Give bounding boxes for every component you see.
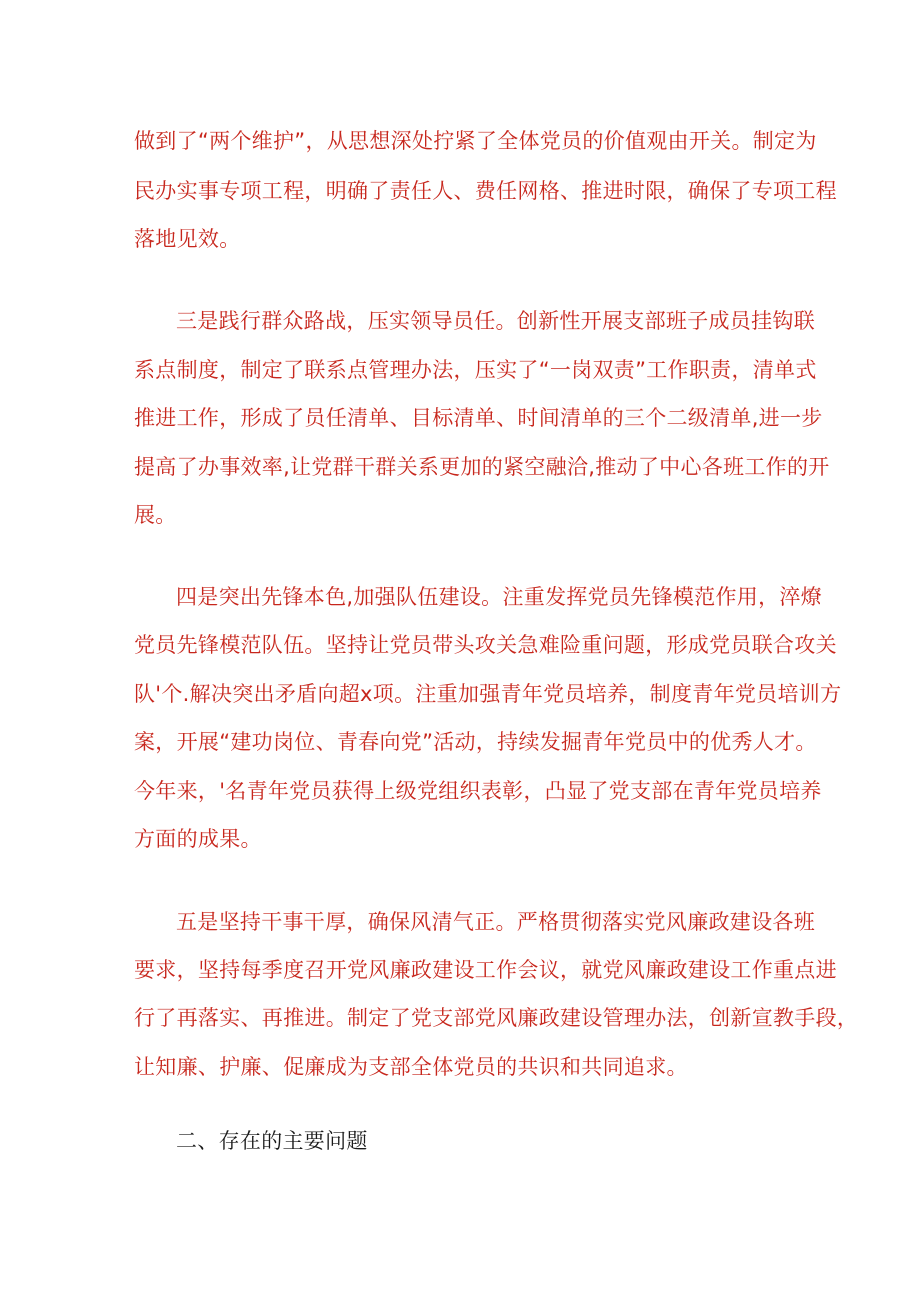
text-line: 队'个.解决突出矛盾向超x项。注重加强青年党员培养，制度青年党员培训方 <box>134 682 842 706</box>
text-line: 提高了办事效率,让党群干群关系更加的紧空融洽,推动了中心各班工作的开 <box>134 455 830 479</box>
text-line: 五是坚持干事干厚，确保风清气正。严格贯彻落实党风廉政建设各班 <box>176 910 815 934</box>
text-line: 民办实事专项工程，明确了责任人、费任网格、推进时限，确保了专项工程 <box>134 179 837 203</box>
text-line: 落地见效。 <box>134 227 241 251</box>
text-line: 展。 <box>134 503 177 527</box>
text-line: 做到了“两个维护”，从思想深处拧紧了全体党员的价值观由开关。制定为 <box>134 129 817 153</box>
text-line: 行了再落实、再推进。制定了党支部党风廉政建设管理办法，创新宣教手段， <box>134 1006 859 1030</box>
text-line: 要求，坚持每季度召开党风廉政建设工作会议，就党风廉政建设工作重点进 <box>134 958 837 982</box>
text-line: 系点制度，制定了联系点管理办法，压实了“一岗双责”工作职责，清单式 <box>134 358 817 382</box>
text-line: 案，开展“建功岗位、青春向党”活动，持续发掘青年党员中的优秀人才。 <box>134 730 817 754</box>
text-line: 党员先锋模范队伍。坚持让党员带头攻关急难险重问题，形成党员联合攻关 <box>134 633 837 657</box>
text-line: 让知廉、护廉、促廉成为支部全体党员的共识和共同追求。 <box>134 1055 688 1079</box>
text-line: 今年来，'名青年党员获得上级党组织表彰，凸显了党支部在青年党员培养 <box>134 779 822 803</box>
section-heading: 二、存在的主要问题 <box>176 1129 368 1153</box>
text-line: 四是突出先锋本色,加强队伍建设。注重发挥党员先锋模范作用，淬燎 <box>176 585 822 609</box>
text-line: 推进工作，形成了员任清单、目标清单、时间清单的三个二级清单,进一步 <box>134 406 823 430</box>
text-line: 方面的成果。 <box>134 827 262 851</box>
text-line: 三是践行群众路战，压实领导员任。创新性开展支部班子成员挂钩联 <box>176 309 815 333</box>
